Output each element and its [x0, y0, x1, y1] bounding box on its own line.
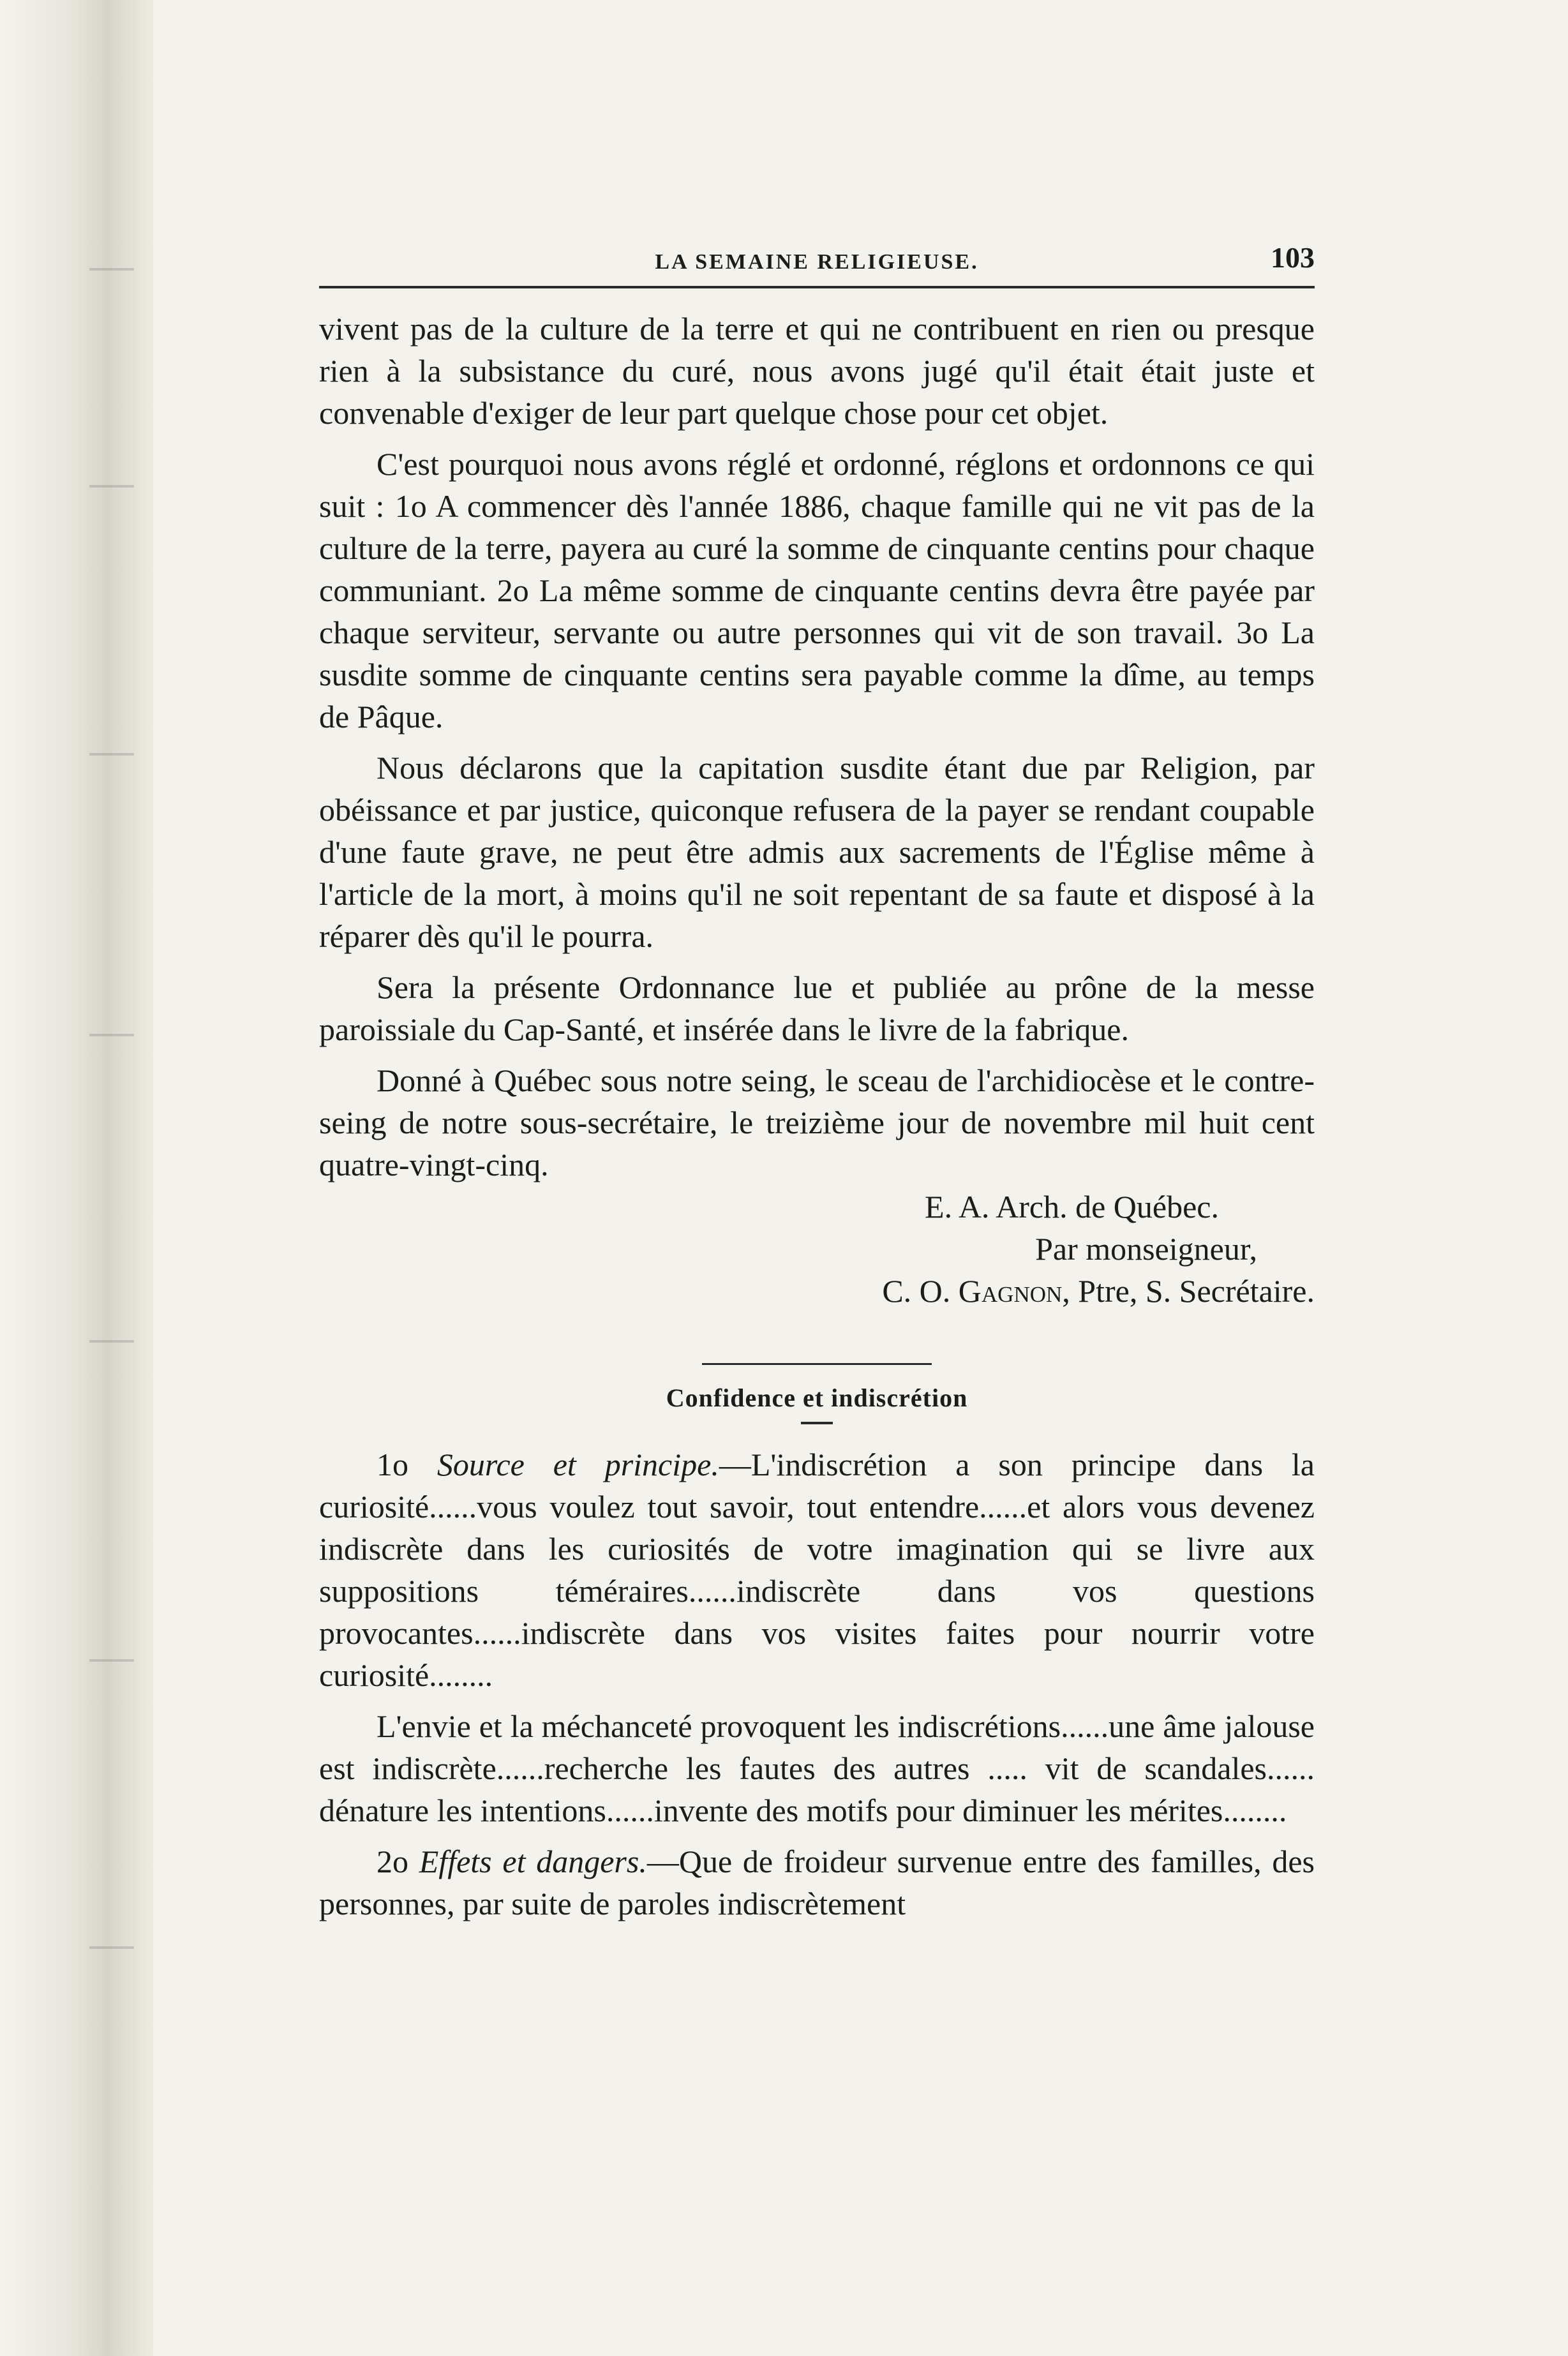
secretary-title: , Ptre, S. Secrétaire.	[1062, 1273, 1315, 1309]
running-title: LA SEMAINE RELIGIEUSE.	[655, 250, 979, 274]
paragraph-given-at: Donné à Québec sous notre seing, le sceau de l'archidiocèse et le contre-seing de notre sous-secrétaire, le treizième jour de novembre mil huit cent quatre-vingt-cinq.	[319, 1062, 1315, 1182]
paragraph-continued: vivent pas de la culture de la terre et qui ne contribuent en rien ou presque rien à la subsistance du curé, nous avons jugé qu'il était était juste et convenable d'exiger de leur part quelque chose pour cet objet.	[319, 311, 1315, 431]
section-title: Confidence et indiscrétion	[666, 1383, 968, 1412]
paragraph-envy: L'envie et la méchanceté provoquent les indiscrétions......une âme jalouse est indiscrète......recherche les fautes des autres ..... vit de scandales...... dénature les intentions......invente des motifs pour diminuer les mérites........	[319, 1708, 1315, 1828]
signature-secretary	[319, 1270, 1315, 1312]
paragraph-declaration: Nous déclarons que la capitation susdite étant due par Religion, par obéissance et par justice, quiconque refusera de la payer se rendant coupable d'une faute grave, ne peut être admis aux sacrements de l'Église même à l'article de la mort, à moins qu'il ne soit repentant de sa faute et disposé à la réparer dès qu'il le pourra.	[319, 750, 1315, 954]
title-dash	[801, 1422, 833, 1424]
paragraph-source-text: —L'indiscrétion a son principe dans la curiosité......vous voulez tout savoir, tout entendre......et alors vous devenez indiscrète dans les curiosités de votre imagination qui se livre aux suppositions téméraires......indiscrète dans vos questions provocantes......indiscrète dans vos visites faites pour nourrir votre curiosité........	[319, 1447, 1315, 1693]
paragraph-effects	[319, 1840, 1315, 1925]
section-separator	[702, 1363, 932, 1365]
paragraph-ordinance: C'est pourquoi nous avons réglé et ordonné, réglons et ordonnons ce qui suit : 1o A commencer dès l'année 1886, chaque famille qui ne vit pas de la culture de la terre, payera au curé la somme de cinquante centins pour chaque communiant. 2o La même somme de cinquante centins devra être payée par chaque serviteur, servante ou autre personnes qui vit de son travail. 3o La susdite somme de cinquante centins sera payable comme la dîme, au temps de Pâque.	[319, 446, 1315, 734]
paragraph-effects-text: —Que de froideur survenue entre des familles, des personnes, par suite de paroles indiscrètement	[319, 1844, 1315, 1921]
page-binding-edge	[0, 0, 153, 2356]
paragraph-source-heading: Source et principe.	[437, 1447, 719, 1482]
paragraph-publication: Sera la présente Ordonnance lue et publiée au prône de la messe paroissiale du Cap-Santé, et insérée dans le livre de la fabrique.	[319, 969, 1315, 1047]
secretary-initials: C. O.	[882, 1273, 959, 1309]
page-number: 103	[1271, 241, 1315, 274]
running-header	[319, 211, 1315, 274]
secretary-name: Gagnon	[958, 1273, 1063, 1309]
paragraph-effects-heading: Effets et dangers.	[419, 1844, 647, 1879]
header-rule	[319, 286, 1315, 288]
paragraph-effects-number: 2o	[377, 1844, 419, 1879]
page-content	[319, 211, 1315, 1925]
signature-archbishop: E. A. Arch. de Québec.	[925, 1189, 1219, 1225]
paragraph-source	[319, 1443, 1315, 1696]
paragraph-source-number: 1o	[377, 1447, 437, 1482]
signature-by-order: Par monseigneur,	[1035, 1231, 1257, 1267]
